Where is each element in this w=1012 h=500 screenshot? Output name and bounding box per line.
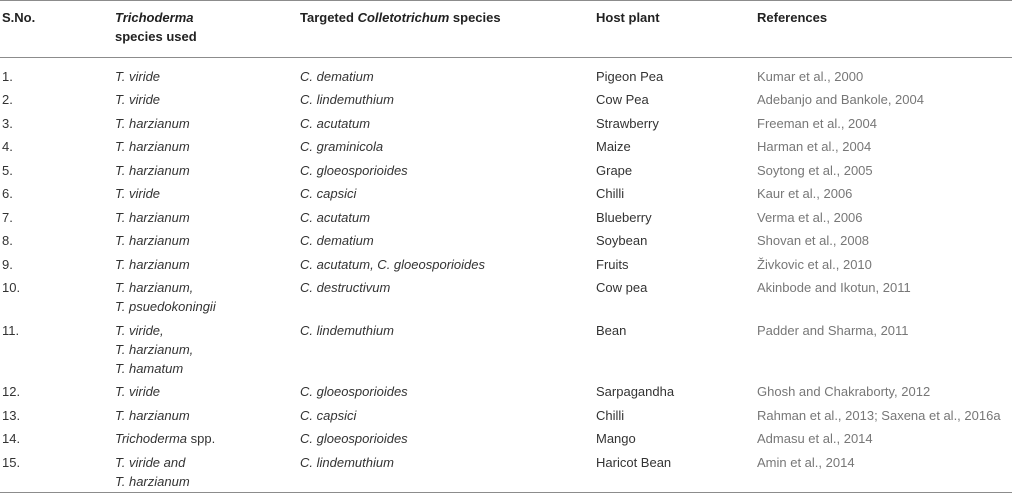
row-sno: 7. <box>2 210 13 225</box>
row-reference: Soytong et al., 2005 <box>757 163 873 178</box>
row-reference: Padder and Sharma, 2011 <box>757 323 909 338</box>
row-trichoderma-species: T. harzianum, <box>115 342 194 357</box>
row-trichoderma-species: T. harzianum <box>115 257 190 272</box>
row-sno: 10. <box>2 280 21 295</box>
row-reference: Freeman et al., 2004 <box>757 116 877 131</box>
row-reference: Shovan et al., 2008 <box>757 233 870 248</box>
row-trichoderma-species: T. viride <box>115 186 161 201</box>
row-host-plant: Strawberry <box>596 116 659 131</box>
table-top-rule <box>0 0 1012 1</box>
header-host-plant: Host plant <box>596 10 660 25</box>
row-host-plant: Fruits <box>596 257 629 272</box>
header-targeted-prefix: Targeted <box>300 10 358 25</box>
row-reference: Kaur et al., 2006 <box>757 186 853 201</box>
row-trichoderma-species <box>115 430 215 447</box>
row-trichoderma-species: T. viride and <box>115 455 186 470</box>
row-target-species: C. dematium <box>300 69 374 84</box>
row-target-species: C. dematium <box>300 233 374 248</box>
row-trichoderma-species: T. hamatum <box>115 361 184 376</box>
row-host-plant: Soybean <box>596 233 648 248</box>
header-targeted-species <box>300 9 501 26</box>
row-sno: 1. <box>2 69 13 84</box>
row-reference: Admasu et al., 2014 <box>757 431 873 446</box>
row-sno: 4. <box>2 139 13 154</box>
row-sno: 11. <box>2 323 20 338</box>
row-target-species: C. acutatum, C. gloeosporioides <box>300 257 485 272</box>
row-host-plant: Chilli <box>596 408 625 423</box>
row-host-plant: Cow pea <box>596 280 648 295</box>
row-host-plant: Maize <box>596 139 631 154</box>
row-sno: 13. <box>2 408 21 423</box>
row-trichoderma-species: T. harzianum <box>115 233 190 248</box>
row-trichoderma-species: T. harzianum <box>115 408 190 423</box>
row-sno: 6. <box>2 186 13 201</box>
row-reference: Adebanjo and Bankole, 2004 <box>757 92 924 107</box>
row-sno: 8. <box>2 233 13 248</box>
row-trichoderma-species: T. harzianum <box>115 474 190 489</box>
row-target-species: C. lindemuthium <box>300 455 394 470</box>
header-trichoderma-line2: species used <box>115 29 197 44</box>
row-target-species: C. destructivum <box>300 280 391 295</box>
row-target-species: C. capsici <box>300 186 357 201</box>
row-trichoderma-species: T. harzianum <box>115 163 190 178</box>
row-target-species: C. gloeosporioides <box>300 163 408 178</box>
row-host-plant: Mango <box>596 431 636 446</box>
row-host-plant: Pigeon Pea <box>596 69 664 84</box>
row-reference: Harman et al., 2004 <box>757 139 872 154</box>
row-trichoderma-genus: Trichoderma <box>115 431 188 446</box>
row-trichoderma-species: T. harzianum <box>115 139 190 154</box>
row-trichoderma-species: T. viride <box>115 69 161 84</box>
row-trichoderma-species: T. harzianum, <box>115 280 194 295</box>
row-target-species: C. lindemuthium <box>300 92 394 107</box>
row-sno: 14. <box>2 431 21 446</box>
row-reference: Verma et al., 2006 <box>757 210 863 225</box>
header-references: References <box>757 10 828 25</box>
row-reference: Amin et al., 2014 <box>757 455 855 470</box>
row-trichoderma-species: T. harzianum <box>115 116 190 131</box>
row-target-species: C. gloeosporioides <box>300 384 408 399</box>
header-rule <box>0 57 1012 58</box>
header-trichoderma-line1: Trichoderma <box>115 10 194 25</box>
row-host-plant: Sarpagandha <box>596 384 675 399</box>
row-sno: 5. <box>2 163 13 178</box>
row-target-species: C. gloeosporioides <box>300 431 408 446</box>
table-bottom-rule <box>0 492 1012 493</box>
row-sno: 12. <box>2 384 21 399</box>
row-trichoderma-species: T. viride <box>115 92 161 107</box>
row-sno: 3. <box>2 116 13 131</box>
row-host-plant: Cow Pea <box>596 92 649 107</box>
row-trichoderma-species: T. harzianum <box>115 210 190 225</box>
row-sno: 15. <box>2 455 21 470</box>
row-reference: Živkovic et al., 2010 <box>757 257 872 272</box>
row-reference: Ghosh and Chakraborty, 2012 <box>757 384 931 399</box>
row-target-species: C. acutatum <box>300 210 371 225</box>
row-host-plant: Grape <box>596 163 633 178</box>
row-reference: Akinbode and Ikotun, 2011 <box>757 280 911 295</box>
row-trichoderma-species: T. viride, <box>115 323 164 338</box>
header-targeted-suffix: species <box>449 10 501 25</box>
row-trichoderma-species: T. psuedokoningii <box>115 299 216 314</box>
row-trichoderma-suffix: spp. <box>187 431 216 446</box>
row-host-plant: Blueberry <box>596 210 652 225</box>
row-target-species: C. graminicola <box>300 139 384 154</box>
row-target-species: C. acutatum <box>300 116 371 131</box>
row-trichoderma-species: T. viride <box>115 384 161 399</box>
row-target-species: C. lindemuthium <box>300 323 394 338</box>
row-host-plant: Haricot Bean <box>596 455 672 470</box>
row-target-species: C. capsici <box>300 408 357 423</box>
row-sno: 2. <box>2 92 13 107</box>
row-host-plant: Chilli <box>596 186 625 201</box>
row-host-plant: Bean <box>596 323 627 338</box>
row-reference: Rahman et al., 2013; Saxena et al., 2016a <box>757 408 1001 423</box>
header-targeted-genus: Colletotrichum <box>357 10 450 25</box>
row-reference: Kumar et al., 2000 <box>757 69 864 84</box>
row-sno: 9. <box>2 257 13 272</box>
header-sno: S.No. <box>2 10 36 25</box>
